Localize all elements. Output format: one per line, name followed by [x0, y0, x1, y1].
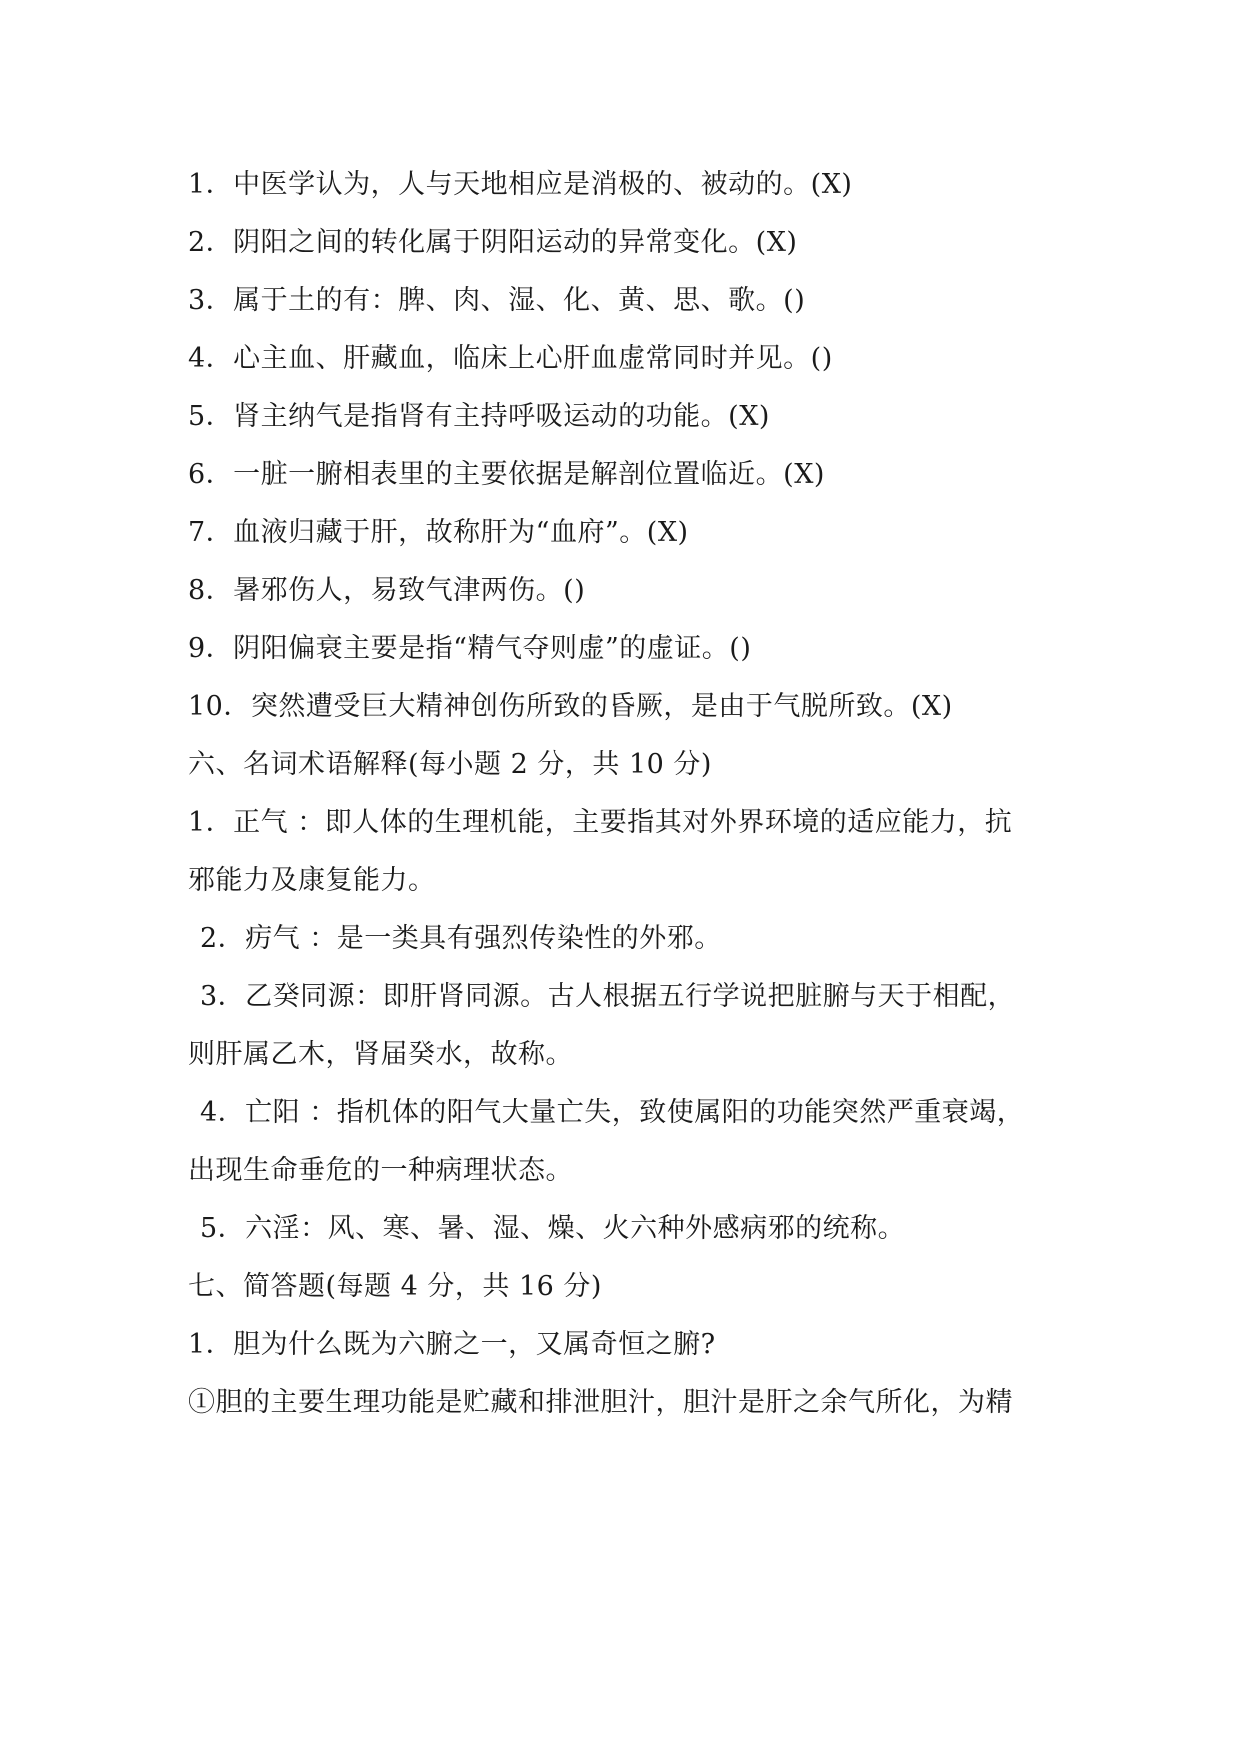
term-2: 2．疠气 ：是一类具有强烈传染性的外邪。	[200, 923, 722, 954]
question-1: 1．胆为什么既为六腑之一，又属奇恒之腑?	[188, 1329, 716, 1360]
section7-heading: 七、简答题(每题 4 分，共 16 分)	[188, 1271, 602, 1302]
term-3-line-2: 则肝属乙木，肾届癸水，故称。	[188, 1039, 573, 1070]
tf-item-10: 10．突然遭受巨大精神创伤所致的昏厥，是由于气脱所致。(X)	[188, 691, 953, 722]
term-3-line-1: 3．乙癸同源：即肝肾同源。古人根据五行学说把脏腑与天于相配，	[200, 981, 1016, 1012]
term-1-line-1: 1．正气 ：即人体的生理机能，主要指其对外界环境的适应能力，抗	[188, 807, 1013, 838]
answer-1-line-1: ①胆的主要生理功能是贮藏和排泄胆汁，胆汁是肝之余气所化，为精	[188, 1387, 1013, 1418]
tf-item-6: 6．一脏一腑相表里的主要依据是解剖位置临近。(X)	[188, 459, 825, 490]
tf-item-9: 9．阴阳偏衰主要是指“精气夺则虚”的虚证。()	[188, 633, 752, 664]
tf-item-3: 3．属于土的有：脾、肉、湿、化、黄、思、歌。()	[188, 285, 806, 316]
section6-heading: 六、名词术语解释(每小题 2 分，共 10 分)	[188, 749, 712, 780]
tf-item-5: 5．肾主纳气是指肾有主持呼吸运动的功能。(X)	[188, 401, 770, 432]
tf-item-1: 1．中医学认为，人与天地相应是消极的、被动的。(X)	[188, 169, 853, 200]
term-5: 5．六淫：风、寒、暑、湿、燥、火六种外感病邪的统称。	[200, 1213, 906, 1244]
term-1-line-2: 邪能力及康复能力。	[188, 865, 436, 896]
tf-item-2: 2．阴阳之间的转化属于阴阳运动的异常变化。(X)	[188, 227, 798, 258]
tf-item-7: 7．血液归藏于肝，故称肝为“血府”。(X)	[188, 517, 689, 548]
term-4-line-2: 出现生命垂危的一种病理状态。	[188, 1155, 573, 1186]
tf-item-4: 4．心主血、肝藏血，临床上心肝血虚常同时并见。()	[188, 343, 833, 374]
tf-item-8: 8．暑邪伤人，易致气津两伤。()	[188, 575, 586, 606]
term-4-line-1: 4．亡阳 ：指机体的阳气大量亡失，致使属阳的功能突然严重衰竭，	[200, 1097, 1025, 1128]
